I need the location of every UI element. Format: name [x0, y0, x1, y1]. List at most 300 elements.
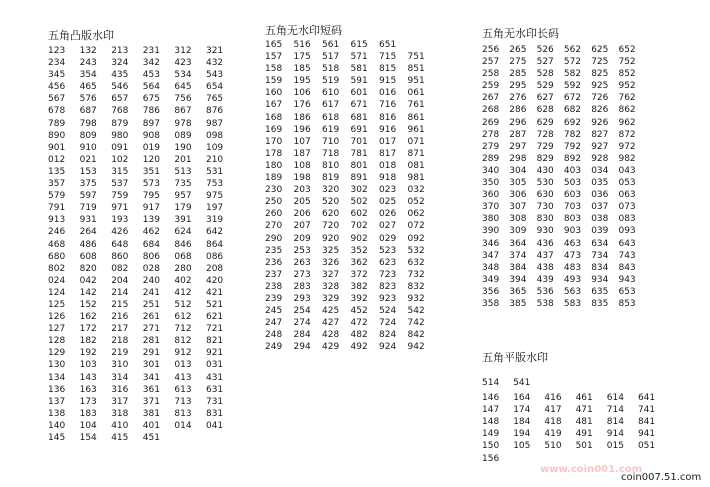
number-cell: 827	[591, 129, 609, 140]
number-cell: 068	[174, 251, 192, 262]
number-cell: 125	[48, 299, 66, 310]
number-cell: 153	[79, 166, 97, 177]
number-cell: 410	[111, 420, 129, 431]
number-cell: 648	[111, 239, 129, 250]
number-cell: 592	[563, 81, 582, 92]
number-cell: 251	[142, 299, 160, 310]
number-cell: 315	[111, 166, 129, 177]
number-cell: 514	[482, 378, 500, 388]
number-cell: 512	[174, 299, 192, 310]
number-cell: 687	[79, 106, 97, 117]
number-cell: 412	[174, 287, 192, 298]
number-cell: 215	[111, 299, 129, 310]
number-cell: 283	[293, 281, 311, 292]
number-cell: 270	[265, 221, 283, 232]
number-cell: 723	[379, 269, 397, 280]
number-cell	[646, 165, 673, 177]
number-cell: 975	[205, 191, 224, 202]
number-cell: 901	[48, 142, 66, 153]
number-cell: 026	[379, 209, 397, 220]
number-cell: 618	[322, 112, 340, 123]
number-cell: 308	[509, 214, 527, 225]
number-grid	[482, 44, 673, 310]
number-cell: 562	[563, 45, 582, 55]
number-cell: 653	[618, 286, 636, 297]
number-cell: 073	[618, 202, 636, 213]
number-cell: 237	[265, 269, 283, 280]
number-cell: 762	[618, 93, 636, 104]
number-cell: 091	[111, 142, 129, 153]
number-cell: 781	[350, 148, 368, 159]
number-cell: 741	[637, 405, 656, 416]
number-cell: 825	[591, 69, 609, 80]
number-cell: 143	[79, 372, 97, 383]
number-cell: 278	[482, 129, 500, 140]
number-cell: 531	[205, 166, 224, 177]
number-cell: 726	[591, 93, 609, 104]
number-cell: 926	[591, 117, 609, 128]
number-cell: 108	[293, 160, 311, 171]
number-cell: 431	[205, 372, 224, 383]
number-cell: 571	[350, 52, 368, 63]
number-cell: 742	[407, 318, 425, 329]
number-cell: 806	[142, 251, 160, 262]
number-cell: 317	[111, 396, 129, 407]
number-cell: 654	[205, 82, 224, 93]
number-cell: 208	[205, 263, 224, 274]
number-cell: 016	[379, 88, 397, 99]
number-cell	[436, 136, 465, 148]
number-cell: 612	[174, 312, 192, 323]
number-cell: 391	[174, 215, 192, 226]
number-cell: 860	[111, 251, 129, 262]
number-cell: 483	[563, 262, 582, 273]
number-cell: 302	[350, 185, 368, 196]
number-cell: 159	[265, 76, 283, 87]
number-cell	[646, 274, 673, 286]
number-cell: 152	[79, 299, 97, 310]
number-cell: 204	[111, 275, 129, 286]
number-cell: 089	[174, 130, 192, 141]
number-cell: 037	[591, 202, 609, 213]
number-cell	[513, 453, 544, 465]
number-cell: 582	[563, 69, 582, 80]
number-cell: 081	[407, 160, 425, 171]
number-cell: 908	[142, 130, 160, 141]
number-cell: 105	[513, 441, 531, 452]
number-cell: 903	[563, 226, 582, 237]
number-cell: 291	[142, 348, 160, 359]
number-cell: 513	[174, 166, 192, 177]
number-cell	[646, 286, 673, 298]
number-cell: 420	[205, 275, 224, 286]
number-cell: 128	[48, 336, 66, 347]
number-cell: 264	[79, 227, 97, 238]
number-cell: 518	[322, 64, 340, 75]
number-cell	[646, 141, 673, 153]
number-cell: 576	[79, 94, 97, 105]
number-cell: 346	[482, 238, 500, 249]
number-cell: 274	[293, 318, 311, 329]
number-cell: 250	[265, 197, 283, 208]
number-cell	[436, 233, 465, 245]
number-cell: 951	[407, 76, 425, 87]
number-cell: 253	[293, 245, 311, 256]
number-cell: 239	[265, 293, 283, 304]
number-cell: 817	[379, 148, 397, 159]
number-cell: 910	[79, 142, 97, 153]
number-cell: 093	[618, 226, 636, 237]
number-cell: 134	[48, 372, 66, 383]
number-cell: 921	[205, 348, 224, 359]
number-cell: 671	[350, 100, 368, 111]
number-cell: 579	[48, 191, 66, 202]
number-cell: 024	[48, 275, 66, 286]
number-cell	[436, 281, 465, 293]
number-cell: 195	[293, 76, 311, 87]
number-cell: 103	[79, 360, 97, 371]
number-cell: 753	[205, 179, 224, 190]
number-cell: 692	[563, 117, 582, 128]
number-cell: 298	[509, 153, 527, 164]
site-watermark: www.coin001.com	[540, 464, 643, 475]
number-cell: 491	[575, 429, 593, 440]
number-cell: 061	[407, 88, 425, 99]
number-cell: 174	[513, 405, 531, 416]
number-cell: 917	[142, 203, 160, 214]
number-cell: 012	[48, 154, 66, 165]
number-cell: 286	[509, 105, 527, 116]
number-cell: 813	[174, 408, 192, 419]
number-cell: 563	[563, 286, 582, 297]
number-cell: 761	[407, 100, 425, 111]
number-cell: 217	[111, 324, 129, 335]
number-cell: 329	[322, 293, 340, 304]
number-cell: 629	[536, 117, 554, 128]
number-cell: 035	[591, 178, 609, 189]
number-cell: 941	[637, 429, 656, 440]
number-cell: 897	[142, 118, 160, 129]
number-cell: 642	[205, 227, 224, 238]
number-cell: 290	[265, 233, 283, 244]
number-cell	[436, 220, 465, 232]
panel-flat-watermark	[482, 351, 669, 465]
number-cell: 415	[111, 433, 129, 443]
number-cell: 142	[79, 287, 97, 298]
number-cell: 258	[482, 69, 500, 80]
number-cell: 136	[48, 384, 66, 395]
number-cell: 731	[205, 396, 224, 407]
number-grid	[265, 39, 465, 353]
number-cell: 348	[482, 262, 500, 273]
number-cell: 527	[536, 57, 554, 68]
number-cell: 295	[509, 81, 527, 92]
number-cell: 394	[509, 274, 527, 285]
number-cell: 957	[174, 191, 192, 202]
number-cell: 175	[293, 52, 311, 63]
number-cell: 041	[205, 420, 224, 431]
number-cell: 319	[205, 215, 224, 226]
number-cell: 801	[350, 160, 368, 171]
number-cell: 150	[482, 441, 500, 452]
number-cell: 028	[142, 263, 160, 274]
number-cell	[646, 80, 673, 92]
number-cell: 536	[536, 286, 554, 297]
number-cell: 425	[322, 306, 340, 317]
number-cell: 164	[513, 393, 531, 404]
number-cell: 462	[142, 227, 160, 238]
number-cell: 124	[48, 287, 66, 298]
number-cell: 104	[79, 420, 97, 431]
number-cell	[646, 104, 673, 116]
number-cell: 326	[322, 257, 340, 268]
number-cell: 198	[293, 173, 311, 184]
number-cell: 017	[379, 136, 397, 147]
number-cell: 265	[509, 45, 527, 55]
number-cell: 032	[407, 185, 425, 196]
number-cell: 182	[79, 336, 97, 347]
number-cell: 864	[205, 239, 224, 250]
number-cell: 360	[482, 190, 500, 201]
number-cell	[646, 92, 673, 104]
number-cell: 720	[322, 221, 340, 232]
number-cell: 732	[407, 269, 425, 280]
number-cell: 528	[536, 69, 554, 80]
number-cell: 471	[575, 405, 593, 416]
number-cell: 765	[205, 94, 224, 105]
number-cell: 316	[111, 384, 129, 395]
number-cell: 751	[407, 52, 425, 63]
number-cell: 943	[618, 274, 636, 285]
number-cell: 235	[265, 245, 283, 256]
number-cell: 493	[563, 274, 582, 285]
number-cell: 356	[482, 286, 500, 297]
number-cell: 564	[142, 82, 160, 93]
number-cell: 261	[142, 312, 160, 323]
number-cell: 380	[482, 214, 500, 225]
number-cell: 382	[350, 281, 368, 292]
number-cell: 146	[482, 393, 500, 404]
number-cell	[436, 160, 465, 172]
number-cell: 354	[79, 70, 97, 81]
number-cell	[436, 63, 465, 75]
number-cell: 349	[482, 274, 500, 285]
number-cell	[607, 377, 638, 389]
number-cell	[436, 124, 465, 136]
number-cell: 289	[482, 153, 500, 164]
number-cell: 573	[142, 179, 160, 190]
number-cell	[646, 225, 673, 237]
number-cell: 306	[509, 190, 527, 201]
number-cell: 625	[591, 45, 609, 55]
number-cell: 852	[618, 69, 636, 80]
number-cell: 703	[563, 202, 582, 213]
number-cell: 759	[111, 191, 129, 202]
number-cell: 824	[379, 330, 397, 341]
number-cell	[646, 189, 673, 201]
number-cell: 189	[265, 173, 283, 184]
number-cell: 510	[544, 441, 562, 452]
number-cell: 419	[544, 429, 562, 440]
number-cell: 524	[379, 306, 397, 317]
number-cell: 039	[591, 226, 609, 237]
number-cell: 062	[407, 209, 425, 220]
number-cell: 358	[482, 298, 500, 309]
number-cell: 034	[591, 165, 609, 176]
number-cell: 756	[174, 94, 192, 105]
number-cell: 714	[606, 405, 624, 416]
number-cell: 867	[174, 106, 192, 117]
number-cell: 352	[350, 245, 368, 256]
number-cell: 789	[48, 118, 66, 129]
number-cell: 473	[563, 250, 582, 261]
number-cell: 031	[205, 360, 224, 371]
number-cell: 923	[379, 293, 397, 304]
number-cell: 439	[536, 274, 554, 285]
number-cell: 601	[350, 88, 368, 99]
number-cell: 635	[591, 286, 609, 297]
number-cell: 325	[322, 245, 340, 256]
number-cell: 106	[293, 88, 311, 99]
number-cell: 684	[142, 239, 160, 250]
number-cell: 482	[350, 330, 368, 341]
number-cell: 912	[174, 348, 192, 359]
number-cell: 018	[379, 160, 397, 171]
number-cell: 631	[205, 384, 224, 395]
number-cell: 427	[322, 318, 340, 329]
number-cell: 927	[591, 141, 609, 152]
number-cell: 156	[482, 453, 500, 464]
number-cell: 083	[618, 214, 636, 225]
number-cell: 296	[509, 117, 527, 128]
number-cell: 541	[513, 378, 531, 388]
number-cell: 931	[79, 215, 97, 226]
number-cell: 256	[482, 45, 500, 55]
number-cell: 608	[79, 251, 97, 262]
number-cell: 268	[482, 105, 500, 116]
number-cell	[646, 250, 673, 262]
number-cell: 465	[79, 82, 97, 93]
number-cell: 520	[322, 197, 340, 208]
number-cell: 702	[350, 221, 368, 232]
number-cell: 890	[48, 130, 66, 141]
number-cell: 752	[618, 57, 636, 68]
number-cell	[646, 117, 673, 129]
number-cell: 219	[111, 348, 129, 359]
number-cell: 798	[79, 118, 97, 129]
number-cell: 456	[48, 82, 66, 93]
number-cell: 210	[205, 154, 224, 165]
number-cell	[646, 68, 673, 80]
number-cell: 561	[322, 40, 340, 50]
number-grid	[48, 45, 238, 444]
number-cell: 168	[265, 112, 283, 123]
number-cell: 063	[618, 190, 636, 201]
number-cell	[436, 245, 465, 257]
number-cell: 924	[379, 342, 397, 353]
number-cell: 249	[265, 342, 283, 353]
number-cell: 259	[482, 81, 500, 92]
number-cell: 176	[293, 100, 311, 111]
number-cell: 982	[618, 153, 636, 164]
number-cell: 165	[265, 40, 283, 50]
number-cell: 743	[618, 250, 636, 261]
number-cell: 023	[379, 185, 397, 196]
number-cell: 371	[142, 396, 160, 407]
number-cell: 328	[322, 281, 340, 292]
number-cell: 246	[48, 227, 66, 238]
number-cell	[436, 208, 465, 220]
number-cell: 281	[142, 336, 160, 347]
number-cell: 271	[142, 324, 160, 335]
number-cell: 314	[111, 372, 129, 383]
number-cell: 318	[111, 408, 129, 419]
number-cell: 871	[407, 148, 425, 159]
number-cell: 624	[174, 227, 192, 238]
number-cell: 138	[48, 408, 66, 419]
number-cell: 216	[111, 312, 129, 323]
number-cell: 140	[48, 420, 66, 431]
number-cell: 712	[174, 324, 192, 335]
number-cell: 154	[79, 433, 97, 443]
number-cell: 492	[350, 342, 368, 353]
number-cell	[646, 56, 673, 68]
number-cell: 691	[350, 124, 368, 135]
number-cell	[436, 87, 465, 99]
number-cell	[206, 432, 238, 444]
number-cell: 178	[265, 148, 283, 159]
number-cell: 842	[407, 330, 425, 341]
number-cell: 038	[591, 214, 609, 225]
number-cell: 273	[293, 269, 311, 280]
number-cell: 201	[174, 154, 192, 165]
number-cell: 791	[48, 203, 66, 214]
number-cell: 241	[142, 287, 160, 298]
number-cell: 634	[591, 238, 609, 249]
number-cell	[436, 99, 465, 111]
number-cell: 567	[48, 94, 66, 105]
number-cell: 390	[482, 226, 500, 237]
number-cell: 621	[205, 312, 224, 323]
number-cell: 082	[111, 263, 129, 274]
number-cell: 820	[79, 263, 97, 274]
number-cell: 832	[407, 281, 425, 292]
number-cell	[646, 262, 673, 274]
number-cell: 163	[79, 384, 97, 395]
number-cell: 523	[379, 245, 397, 256]
number-cell: 915	[379, 76, 397, 87]
number-cell: 231	[142, 46, 160, 56]
number-cell: 196	[293, 124, 311, 135]
number-cell: 516	[293, 40, 311, 50]
number-cell: 902	[350, 233, 368, 244]
number-cell: 429	[322, 342, 340, 353]
number-cell: 542	[407, 306, 425, 317]
number-cell: 260	[265, 209, 283, 220]
number-cell: 853	[618, 298, 636, 309]
number-cell: 190	[174, 142, 192, 153]
number-cell: 417	[544, 405, 562, 416]
number-cell	[436, 148, 465, 160]
number-cell: 413	[174, 372, 192, 383]
number-cell: 841	[637, 417, 656, 428]
number-cell: 981	[407, 173, 425, 184]
number-cell: 610	[322, 88, 340, 99]
number-cell: 851	[407, 64, 425, 75]
number-cell: 526	[536, 45, 554, 55]
number-cell: 013	[174, 360, 192, 371]
number-cell	[408, 39, 437, 51]
